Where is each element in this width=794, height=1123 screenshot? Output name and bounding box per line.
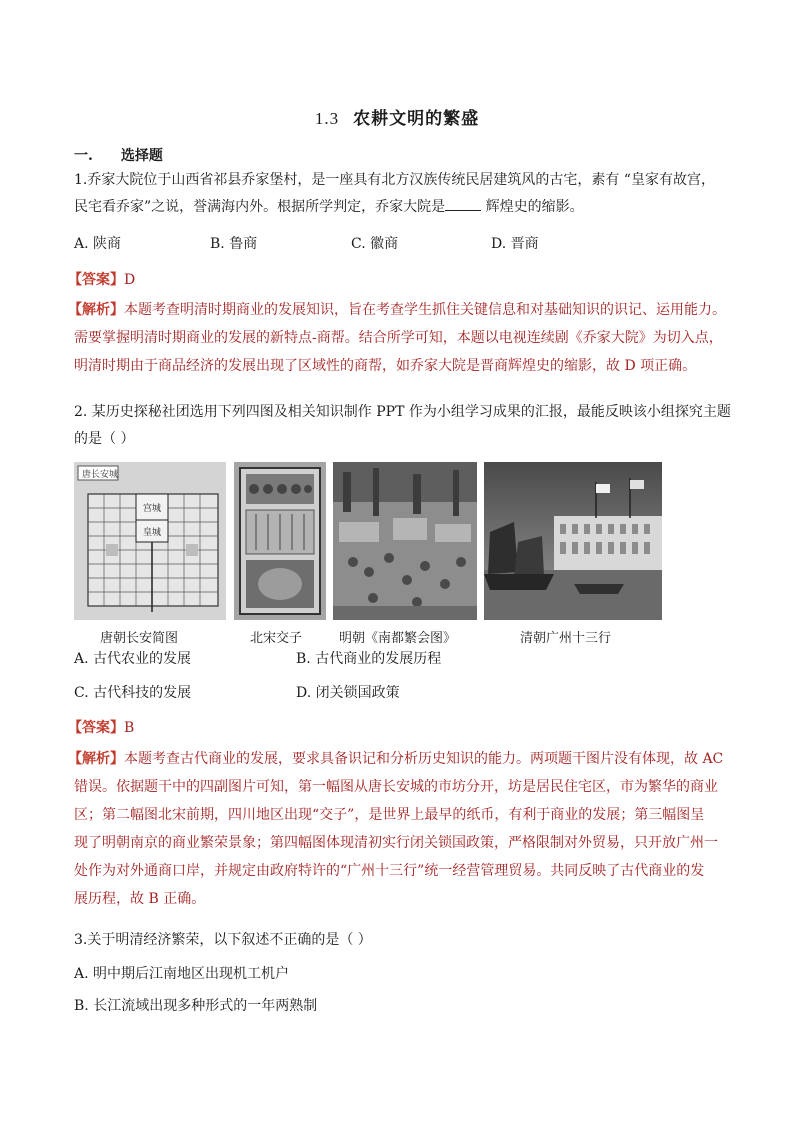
- q2-analysis-line3: 区；第二幅图北宋前期，四川地区出现“交子”，是世界上最早的纸币，有利于商业的发展；第三幅图呈: [74, 807, 705, 823]
- caption-changan: 唐朝长安简图: [100, 631, 179, 646]
- map-title: 唐长安城: [82, 470, 119, 480]
- nandu-fanhui-image: [333, 462, 477, 620]
- jiaozi-image: [234, 462, 326, 620]
- thirteen-hongs-svg: [484, 462, 662, 620]
- jiaozi-svg: [234, 462, 326, 620]
- q2-answer-value: B: [124, 720, 135, 736]
- q1-answer-value: D: [124, 272, 136, 288]
- title-number: 1.3: [314, 109, 340, 128]
- q2-option-b: B. 古代商业的发展历程: [296, 651, 442, 667]
- q2-stem-line2: 的是（ ）: [74, 431, 135, 447]
- map-label-imperial: 皇城: [143, 528, 162, 538]
- page-title: [0, 104, 794, 129]
- map-label-palace: 宫城: [143, 504, 162, 514]
- q3-option-a: A. 明中期后江南地区出现机工机户: [74, 966, 290, 982]
- q2-option-a: A. 古代农业的发展: [74, 651, 192, 667]
- q2-answer: [68, 717, 134, 737]
- q2-option-c: C. 古代科技的发展: [74, 685, 192, 701]
- q2-analysis-line2: 错误。依据题干中的四副图片可知，第一幅图从唐长安城的市坊分开，坊是居民住宅区，市为繁华的商业: [74, 779, 718, 795]
- q1-option-a: A. 陕商: [74, 236, 122, 252]
- q1-stem-line1: 1.乔家大院位于山西省祁县乔家堡村，是一座具有北方汉族传统民居建筑风的古宅，素有 “皇家有故宫，: [74, 172, 715, 188]
- q2-analysis-line6: 展历程，故 B 正确。: [74, 891, 206, 907]
- q1-analysis-line2: 需要掌握明清时期商业的发展的新特点-商帮。结合所学可知，本题以电视连续剧《乔家大院》为切入点，: [74, 330, 723, 346]
- section-heading: [74, 145, 163, 165]
- q2-answer-tag: 【答案】: [68, 720, 124, 736]
- tang-changan-map-image: [74, 462, 226, 620]
- q1-option-d: D. 晋商: [491, 236, 539, 252]
- nandu-svg: [333, 462, 477, 620]
- thirteen-hongs-image: [484, 462, 662, 620]
- caption-nandu: 明朝《南都繁会图》: [339, 631, 457, 646]
- section-text: 选择题: [120, 148, 163, 164]
- q1-stem-line2: [74, 193, 584, 221]
- title-text: 农耕文明的繁盛: [353, 109, 480, 129]
- section-number: 一.: [74, 148, 93, 164]
- q1-analysis-text1: 本题考查明清时期商业的发展知识，旨在考查学生抓住关键信息和对基础知识的识记、运用能力。: [124, 302, 726, 318]
- q2-stem-line1: 2. 某历史探秘社团选用下列四图及相关知识制作 PPT 作为小组学习成果的汇报，最能反映该小组探究主题: [74, 404, 731, 420]
- q1-answer-tag: 【答案】: [68, 272, 124, 288]
- q2-analysis-text1: 本题考查古代商业的发展，要求具备识记和分析历史知识的能力。两项题干图片没有体现，故 AC: [124, 751, 724, 767]
- q1-stem-part2: 辉煌史的缩影。: [481, 199, 584, 215]
- q3-option-b: B. 长江流域出现多种形式的一年两熟制: [74, 998, 318, 1014]
- q1-analysis-line3: 明清时期由于商品经济的发展出现了区域性的商帮，如乔家大院是晋商辉煌史的缩影，故 D 项正确。: [74, 358, 697, 374]
- q2-analysis-tag: 【解析】: [68, 751, 124, 767]
- q1-blank: [445, 196, 481, 211]
- q1-analysis-tag: 【解析】: [68, 302, 124, 318]
- q1-answer: [68, 269, 135, 289]
- q2-analysis-line1: [68, 745, 723, 773]
- q1-stem-part1: 民宅看乔家”之说，誉满海内外。根据所学判定，乔家大院是: [74, 199, 446, 215]
- q3-stem: 3.关于明清经济繁荣，以下叙述不正确的是（ ）: [74, 932, 372, 948]
- q2-option-d: D. 闭关锁国政策: [296, 685, 400, 701]
- changan-map-svg: [74, 462, 226, 620]
- q1-analysis-line1: [68, 296, 726, 324]
- caption-thirteen-hongs: 清朝广州十三行: [520, 631, 612, 646]
- q1-option-b: B. 鲁商: [210, 236, 258, 252]
- q2-analysis-line5: 处作为对外通商口岸，并规定由政府特许的“广州十三行”统一经营管理贸易。共同反映了古代商业的发: [74, 863, 705, 879]
- q2-analysis-line4: 现了明朝南京的商业繁荣景象；第四幅图体现清初实行闭关锁国政策，严格限制对外贸易，只开放广州一: [74, 835, 718, 851]
- q1-option-c: C. 徽商: [351, 236, 399, 252]
- caption-jiaozi: 北宋交子: [250, 631, 303, 646]
